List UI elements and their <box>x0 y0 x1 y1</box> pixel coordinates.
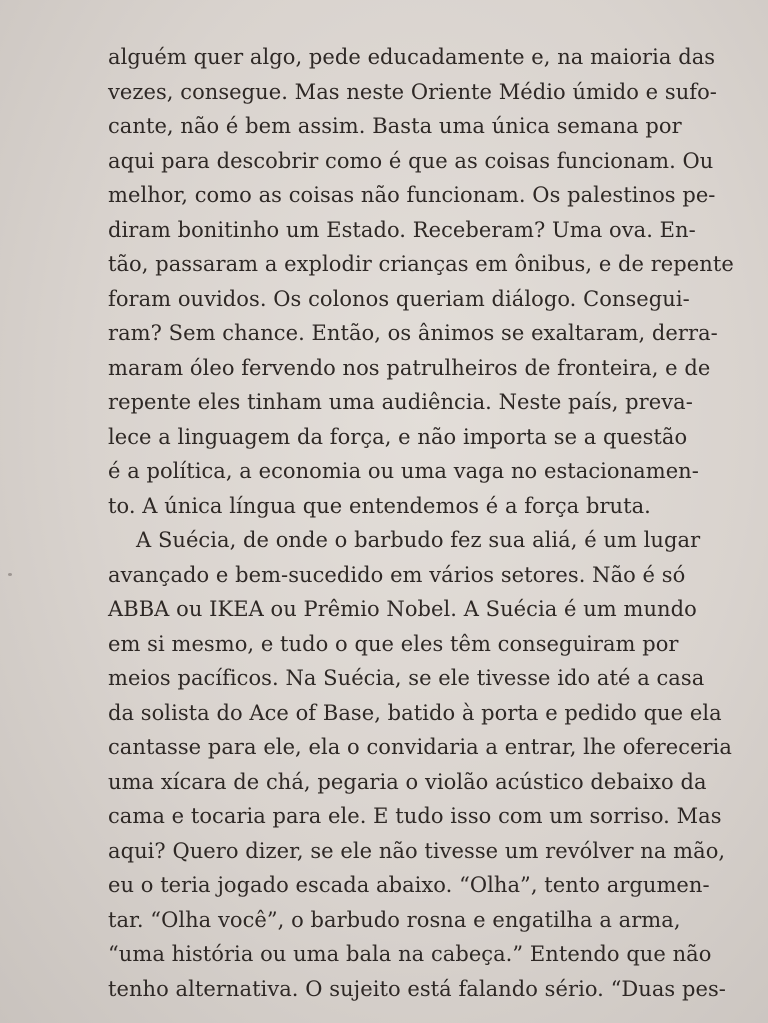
text-line: é a política, a economia ou uma vaga no estacionamen- <box>108 459 699 483</box>
text-line: ABBA ou IKEA ou Prêmio Nobel. A Suécia é um mundo <box>108 597 697 621</box>
paragraph-1 <box>108 40 734 523</box>
text-line: alguém quer algo, pede educadamente e, na maioria das <box>108 45 716 69</box>
text-line: aqui? Quero dizer, se ele não tivesse um revólver na mão, <box>108 838 726 863</box>
text-line: ram? Sem chance. Então, os ânimos se exaltaram, derra- <box>108 321 718 345</box>
text-line: avançado e bem-sucedido em vários setores. Não é só <box>108 562 686 587</box>
text-line: cantasse para ele, ela o convidaria a entrar, lhe ofereceria <box>108 735 732 759</box>
text-line: eu o teria jogado escada abaixo. “Olha”, tento argumen- <box>108 873 710 897</box>
text-line: da solista do Ace of Base, batido à porta e pedido que ela <box>108 700 722 725</box>
text-line: lece a linguagem da força, e não importa se a questão <box>108 424 688 449</box>
text-line: “uma história ou uma bala na cabeça.” Entendo que não <box>108 942 712 966</box>
paper-speck <box>8 573 12 576</box>
paragraph-2 <box>108 523 732 1006</box>
body-text <box>108 40 734 1006</box>
text-line: cama e tocaria para ele. E tudo isso com um sorriso. Mas <box>108 804 722 828</box>
text-line: meios pacíficos. Na Suécia, se ele tivesse ido até a casa <box>108 666 705 690</box>
text-line: tenho alternativa. O sujeito está falando sério. “Duas pes- <box>108 976 726 1001</box>
text-line: tão, passaram a explodir crianças em ônibus, e de repente <box>108 252 734 276</box>
text-line: maram óleo fervendo nos patrulheiros de fronteira, e de <box>108 355 711 380</box>
text-line: vezes, consegue. Mas neste Oriente Médio úmido e sufo- <box>108 79 717 104</box>
text-line: repente eles tinham uma audiência. Neste país, preva- <box>108 390 693 414</box>
text-line: A Suécia, de onde o barbudo fez sua aliá, é um lugar <box>136 528 701 552</box>
text-line: uma xícara de chá, pegaria o violão acústico debaixo da <box>108 769 707 794</box>
text-line: to. A única língua que entendemos é a força bruta. <box>108 493 651 518</box>
text-line: aqui para descobrir como é que as coisas funcionam. Ou <box>108 148 714 173</box>
text-line: tar. “Olha você”, o barbudo rosna e engatilha a arma, <box>108 907 681 932</box>
text-line: diram bonitinho um Estado. Receberam? Uma ova. En- <box>108 217 696 242</box>
text-line: melhor, como as coisas não funcionam. Os palestinos pe- <box>108 183 716 207</box>
text-line: em si mesmo, e tudo o que eles têm conseguiram por <box>108 631 679 656</box>
text-line: cante, não é bem assim. Basta uma única semana por <box>108 114 682 138</box>
text-line: foram ouvidos. Os colonos queriam diálogo. Consegui- <box>108 286 690 311</box>
